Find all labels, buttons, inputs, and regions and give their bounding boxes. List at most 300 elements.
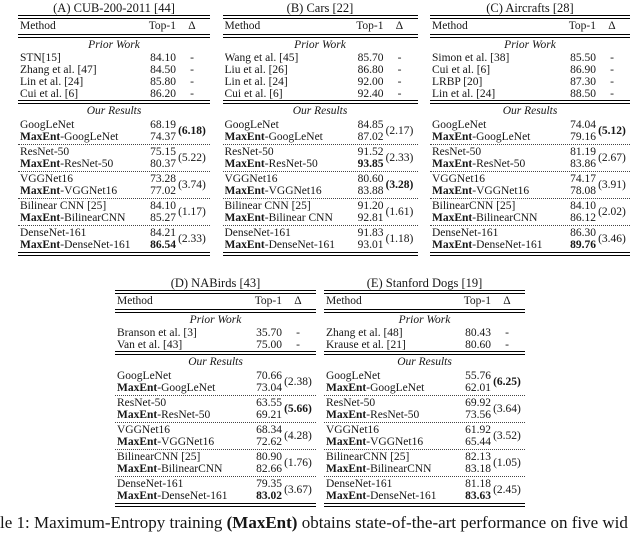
results-table [430, 1, 630, 256]
our-results-pair [430, 144, 630, 171]
our-results-pair [18, 118, 210, 144]
maxent-bold-prefix: MaxEnt [224, 212, 265, 224]
method-cell: Zhang et al. [48] [326, 327, 403, 339]
method-cell: GoogLeNet [20, 119, 75, 131]
caption-bold-maxent: (MaxEnt) [226, 513, 298, 532]
maxent-row [432, 158, 596, 170]
top1-cell: 89.76 [570, 239, 596, 251]
method-cell: ResNet-50 [326, 397, 376, 409]
delta-gain-cell: (3.67) [284, 484, 312, 496]
top1-cell: 73.28 [150, 173, 176, 185]
our-results-pair [430, 171, 630, 198]
caption-text-end: obtains state-of-the-art performance on five wid [297, 513, 628, 532]
delta-gain-cell: (5.22) [178, 152, 206, 164]
method-cell-maxent: MaxEnt-DenseNet-161 [20, 239, 131, 251]
top1-cell: 93.85 [357, 158, 384, 170]
our-results-pair [324, 449, 525, 476]
section-label-our-results: Our Results [502, 105, 558, 117]
delta-cell: - [505, 339, 509, 351]
column-header-method: Method [224, 20, 261, 32]
top1-cell: 84.21 [150, 227, 176, 239]
maxent-bold-prefix: MaxEnt [326, 436, 367, 448]
our-results-rows [18, 118, 210, 252]
top1-cell: 92.00 [357, 76, 384, 88]
top1-cell: 83.63 [465, 490, 491, 502]
prior-work-rows [324, 327, 525, 351]
method-cell: LRBP [20] [432, 76, 483, 88]
pair-method-rows [20, 119, 176, 143]
maxent-bold-prefix: MaxEnt [326, 490, 367, 502]
prior-work-rows [223, 52, 418, 100]
column-header-top1: Top-1 [568, 20, 596, 32]
method-cell: ResNet-50 [117, 397, 167, 409]
pair-method-rows [20, 200, 176, 224]
method-cell-maxent: MaxEnt-BilinearCNN [432, 212, 538, 224]
column-header-top1: Top-1 [463, 295, 491, 307]
top1-cell: 74.17 [570, 173, 596, 185]
our-results-pair [430, 118, 630, 144]
method-cell: BilinearCNN [25] [432, 200, 516, 212]
results-table [115, 276, 316, 507]
top1-cell: 83.18 [465, 463, 491, 475]
top1-cell: 74.37 [150, 131, 176, 143]
baseline-row [225, 200, 384, 212]
our-results-pair [223, 171, 418, 198]
our-results-rows [324, 369, 525, 503]
maxent-row [326, 436, 491, 448]
method-cell: Cui et al. [6] [224, 88, 283, 100]
top1-cell: 80.60 [465, 339, 491, 351]
our-results-pair [18, 171, 210, 198]
method-cell-maxent: MaxEnt-GoogLeNet [20, 131, 119, 143]
column-header-delta: Δ [294, 295, 302, 307]
maxent-row [20, 185, 176, 197]
method-cell-maxent: MaxEnt-BilinearCNN [326, 463, 432, 475]
delta-gain-cell: (3.28) [385, 179, 414, 191]
maxent-row [326, 409, 491, 421]
top1-cell: 83.02 [256, 490, 282, 502]
pair-method-rows [432, 227, 596, 251]
baseline-row [326, 424, 491, 436]
table-header-row [115, 294, 316, 309]
prior-work-row [18, 88, 210, 100]
method-cell: Bilinear CNN [25] [224, 200, 311, 212]
column-header-method: Method [20, 20, 56, 32]
method-cell: Van et al. [43] [117, 339, 183, 351]
results-table [18, 1, 210, 256]
method-cell: Liu et al. [26] [224, 64, 288, 76]
prior-work-row [430, 88, 630, 100]
maxent-row [225, 131, 384, 143]
maxent-row [225, 239, 384, 251]
method-cell: VGGNet16 [224, 173, 278, 185]
method-cell-maxent: MaxEnt-ResNet-50 [20, 158, 114, 170]
pair-method-rows [225, 119, 384, 143]
prior-work-row [223, 76, 418, 88]
delta-cell: - [296, 339, 300, 351]
method-cell: DenseNet-161 [326, 478, 393, 490]
maxent-bold-prefix: MaxEnt [117, 436, 158, 448]
delta-gain-cell: (1.76) [284, 457, 312, 469]
our-results-rows [430, 118, 630, 252]
method-cell-maxent: MaxEnt-ResNet-50 [117, 409, 211, 421]
our-results-pair [18, 225, 210, 252]
method-cell: DenseNet-161 [20, 227, 87, 239]
maxent-row [326, 490, 491, 502]
our-results-pair [18, 144, 210, 171]
top1-cell: 69.92 [465, 397, 491, 409]
top1-cell: 92.81 [357, 212, 384, 224]
maxent-row [225, 212, 384, 224]
section-label-our-results: Our Results [86, 105, 142, 117]
maxent-bold-prefix: MaxEnt [20, 239, 61, 251]
method-cell: VGGNet16 [20, 173, 74, 185]
our-results-pair [324, 422, 525, 449]
maxent-row [117, 382, 282, 394]
method-cell: Zhang et al. [47] [20, 64, 97, 76]
maxent-row [225, 158, 384, 170]
method-cell-maxent: MaxEnt-GoogLeNet [117, 382, 216, 394]
top1-cell: 84.10 [150, 52, 176, 64]
maxent-row [432, 185, 596, 197]
column-header-delta: Δ [188, 20, 196, 32]
top1-cell: 75.15 [150, 146, 176, 158]
column-header-top1: Top-1 [356, 20, 384, 32]
maxent-row [432, 212, 596, 224]
method-cell: Lin et al. [24] [224, 76, 288, 88]
prior-work-row [115, 339, 316, 351]
delta-gain-cell: (3.52) [493, 430, 521, 442]
maxent-row [117, 409, 282, 421]
top1-cell: 87.02 [357, 131, 384, 143]
method-cell-maxent: MaxEnt-GoogLeNet [224, 131, 323, 143]
top1-cell: 79.35 [256, 478, 282, 490]
top1-cell: 81.19 [570, 146, 596, 158]
prior-work-row [430, 52, 630, 64]
delta-cell: - [190, 88, 194, 100]
top1-cell: 79.16 [570, 131, 596, 143]
baseline-row [326, 370, 491, 382]
section-label-our-results: Our Results [292, 105, 348, 117]
top1-cell: 78.08 [570, 185, 596, 197]
method-cell-maxent: MaxEnt-Bilinear CNN [224, 212, 333, 224]
pair-method-rows [225, 200, 384, 224]
method-cell-maxent: MaxEnt-VGGNet16 [326, 436, 424, 448]
table-title: (E) Stanford Dogs [19] [366, 276, 483, 290]
results-table [223, 1, 418, 256]
baseline-row [432, 200, 596, 212]
top1-cell: 77.02 [150, 185, 176, 197]
baseline-row [20, 146, 176, 158]
maxent-bold-prefix: MaxEnt [224, 239, 265, 251]
top1-cell: 84.10 [150, 200, 176, 212]
method-cell-maxent: MaxEnt-VGGNet16 [224, 185, 322, 197]
maxent-bold-prefix: MaxEnt [432, 239, 473, 251]
top1-cell: 80.60 [357, 173, 384, 185]
method-cell: Lin et al. [24] [20, 76, 84, 88]
top1-cell: 73.56 [465, 409, 491, 421]
method-cell: VGGNet16 [326, 424, 380, 436]
top1-cell: 85.50 [570, 52, 596, 64]
baseline-row [20, 173, 176, 185]
column-header-delta: Δ [608, 20, 616, 32]
maxent-row [20, 158, 176, 170]
top1-cell: 68.19 [150, 119, 176, 131]
top1-cell: 68.34 [256, 424, 282, 436]
our-results-pair [18, 198, 210, 225]
method-cell: Cui et al. [6] [432, 64, 491, 76]
top1-cell: 85.27 [150, 212, 176, 224]
method-cell: Simon et al. [38] [432, 52, 510, 64]
pair-method-rows [117, 397, 282, 421]
delta-cell: - [296, 327, 300, 339]
pair-method-rows [326, 370, 491, 394]
method-cell: ResNet-50 [432, 146, 482, 158]
top1-cell: 86.20 [150, 88, 176, 100]
baseline-row [225, 119, 384, 131]
top1-cell: 81.18 [465, 478, 491, 490]
delta-gain-cell: (2.67) [598, 152, 626, 164]
baseline-row [20, 227, 176, 239]
method-cell: Bilinear CNN [25] [20, 200, 107, 212]
baseline-row [432, 227, 596, 239]
pair-method-rows [432, 173, 596, 197]
maxent-bold-prefix: MaxEnt [326, 463, 367, 475]
delta-cell: - [190, 52, 194, 64]
table-header-row [18, 19, 210, 34]
top1-cell: 91.52 [357, 146, 384, 158]
top1-cell: 85.80 [150, 76, 176, 88]
maxent-bold-prefix: MaxEnt [20, 185, 61, 197]
delta-cell: - [190, 64, 194, 76]
pair-method-rows [20, 146, 176, 170]
maxent-bold-prefix: MaxEnt [326, 409, 367, 421]
section-label-our-results: Our Results [397, 356, 452, 368]
pair-method-rows [326, 478, 491, 502]
baseline-row [117, 451, 282, 463]
top1-cell: 72.62 [256, 436, 282, 448]
table-title: (B) Cars [22] [286, 1, 354, 15]
maxent-row [117, 463, 282, 475]
method-cell: STN[15] [20, 52, 61, 64]
delta-cell: - [610, 76, 614, 88]
method-cell: BilinearCNN [25] [326, 451, 410, 463]
prior-work-row [18, 52, 210, 64]
delta-gain-cell: (3.46) [598, 233, 626, 245]
section-label-prior-work: Prior Work [294, 39, 346, 51]
method-cell: GoogLeNet [326, 370, 381, 382]
method-cell: Cui et al. [6] [20, 88, 79, 100]
column-header-method: Method [117, 295, 153, 307]
delta-gain-cell: (6.25) [493, 376, 521, 388]
top1-cell: 80.90 [256, 451, 282, 463]
section-label-prior-work: Prior Work [189, 314, 242, 326]
delta-gain-cell: (3.91) [598, 179, 626, 191]
baseline-row [20, 119, 176, 131]
pair-method-rows [225, 146, 384, 170]
delta-gain-cell: (2.17) [385, 125, 414, 137]
table-title: (D) NABirds [43] [170, 276, 261, 290]
maxent-bold-prefix: MaxEnt [432, 158, 473, 170]
pair-method-rows [432, 119, 596, 143]
double-rule [115, 503, 316, 507]
top1-cell: 63.55 [256, 397, 282, 409]
table-header-row [223, 19, 418, 34]
top1-cell: 83.88 [357, 185, 384, 197]
maxent-row [20, 212, 176, 224]
column-header-top1: Top-1 [148, 20, 176, 32]
table-header-row [324, 294, 525, 309]
prior-work-rows [18, 52, 210, 100]
top1-cell: 92.40 [357, 88, 384, 100]
our-results-pair [324, 476, 525, 503]
baseline-row [117, 370, 282, 382]
section-label-prior-work: Prior Work [504, 39, 556, 51]
section-label-our-results: Our Results [188, 356, 243, 368]
method-cell: ResNet-50 [224, 146, 274, 158]
baseline-row [20, 200, 176, 212]
method-cell: BilinearCNN [25] [117, 451, 201, 463]
delta-gain-cell: (5.12) [598, 125, 626, 137]
our-results-rows [115, 369, 316, 503]
baseline-row [432, 173, 596, 185]
top1-cell: 62.01 [465, 382, 491, 394]
our-results-pair [324, 395, 525, 422]
top1-cell: 74.04 [570, 119, 596, 131]
top1-cell: 80.37 [150, 158, 176, 170]
section-label-prior-work: Prior Work [88, 39, 140, 51]
prior-work-rows [430, 52, 630, 100]
pair-method-rows [117, 451, 282, 475]
top1-cell: 86.90 [570, 64, 596, 76]
delta-cell: - [610, 64, 614, 76]
method-cell-maxent: MaxEnt-GoogLeNet [326, 382, 425, 394]
baseline-row [117, 397, 282, 409]
table-header-row [430, 19, 630, 34]
maxent-row [117, 436, 282, 448]
delta-gain-cell: (3.74) [178, 179, 206, 191]
delta-gain-cell: (1.05) [493, 457, 521, 469]
maxent-row [225, 185, 384, 197]
method-cell: Branson et al. [3] [117, 327, 197, 339]
maxent-row [326, 382, 491, 394]
maxent-bold-prefix: MaxEnt [224, 185, 265, 197]
double-rule [430, 252, 630, 256]
pair-method-rows [326, 451, 491, 475]
maxent-bold-prefix: MaxEnt [20, 158, 61, 170]
top1-cell: 69.21 [256, 409, 282, 421]
pair-method-rows [326, 424, 491, 448]
pair-method-rows [326, 397, 491, 421]
pair-method-rows [117, 478, 282, 502]
column-header-method: Method [432, 20, 468, 32]
top1-cell: 84.85 [357, 119, 384, 131]
our-results-pair [430, 198, 630, 225]
maxent-row [117, 490, 282, 502]
column-header-delta: Δ [503, 295, 511, 307]
top1-cell: 35.70 [256, 327, 282, 339]
pair-method-rows [225, 227, 384, 251]
method-cell: Krause et al. [21] [326, 339, 406, 351]
pair-method-rows [432, 200, 596, 224]
baseline-row [432, 119, 596, 131]
column-header-top1: Top-1 [254, 295, 282, 307]
delta-cell: - [397, 88, 402, 100]
our-results-pair [430, 225, 630, 252]
method-cell-maxent: MaxEnt-BilinearCNN [20, 212, 126, 224]
caption-text-start: le 1: Maximum-Entropy training [0, 513, 227, 532]
method-cell: Wang et al. [45] [224, 52, 299, 64]
baseline-row [225, 227, 384, 239]
top1-cell: 83.86 [570, 158, 596, 170]
maxent-bold-prefix: MaxEnt [432, 185, 473, 197]
method-cell-maxent: MaxEnt-ResNet-50 [432, 158, 526, 170]
delta-cell: - [505, 327, 509, 339]
maxent-bold-prefix: MaxEnt [117, 490, 158, 502]
our-results-pair [115, 422, 316, 449]
method-cell: DenseNet-161 [224, 227, 291, 239]
delta-cell: - [397, 64, 402, 76]
prior-work-row [18, 76, 210, 88]
top1-cell: 55.76 [465, 370, 491, 382]
prior-work-row [430, 76, 630, 88]
delta-gain-cell: (1.18) [385, 233, 414, 245]
baseline-row [326, 451, 491, 463]
top1-cell: 84.50 [150, 64, 176, 76]
table-title: (C) Aircrafts [28] [486, 1, 574, 15]
top1-cell: 86.54 [150, 239, 176, 251]
method-cell-maxent: MaxEnt-ResNet-50 [326, 409, 420, 421]
maxent-bold-prefix: MaxEnt [20, 131, 61, 143]
maxent-row [432, 131, 596, 143]
top1-cell: 86.30 [570, 227, 596, 239]
method-cell-maxent: MaxEnt-BilinearCNN [117, 463, 223, 475]
delta-gain-cell: (5.66) [284, 403, 312, 415]
method-cell: ResNet-50 [20, 146, 70, 158]
top1-cell: 61.92 [465, 424, 491, 436]
prior-work-row [324, 339, 525, 351]
method-cell-maxent: MaxEnt-VGGNet16 [117, 436, 215, 448]
double-rule [223, 252, 418, 256]
delta-cell: - [610, 52, 614, 64]
pair-method-rows [20, 173, 176, 197]
maxent-bold-prefix: MaxEnt [117, 463, 158, 475]
baseline-row [225, 173, 384, 185]
prior-work-row [223, 52, 418, 64]
delta-gain-cell: (2.45) [493, 484, 521, 496]
top1-cell: 87.30 [570, 76, 596, 88]
delta-cell: - [397, 76, 402, 88]
prior-work-rows [115, 327, 316, 351]
delta-gain-cell: (2.33) [178, 233, 206, 245]
top1-cell: 91.83 [357, 227, 384, 239]
prior-work-row [115, 327, 316, 339]
pair-method-rows [117, 370, 282, 394]
double-rule [18, 252, 210, 256]
our-results-pair [115, 395, 316, 422]
baseline-row [117, 424, 282, 436]
method-cell: GoogLeNet [432, 119, 487, 131]
top1-cell: 91.20 [357, 200, 384, 212]
method-cell: VGGNet16 [117, 424, 171, 436]
method-cell: GoogLeNet [117, 370, 172, 382]
delta-gain-cell: (2.33) [385, 152, 414, 164]
maxent-bold-prefix: MaxEnt [224, 158, 265, 170]
delta-cell: - [610, 88, 614, 100]
bottom-table-row [0, 276, 640, 507]
top1-cell: 70.66 [256, 370, 282, 382]
our-results-pair [324, 369, 525, 395]
